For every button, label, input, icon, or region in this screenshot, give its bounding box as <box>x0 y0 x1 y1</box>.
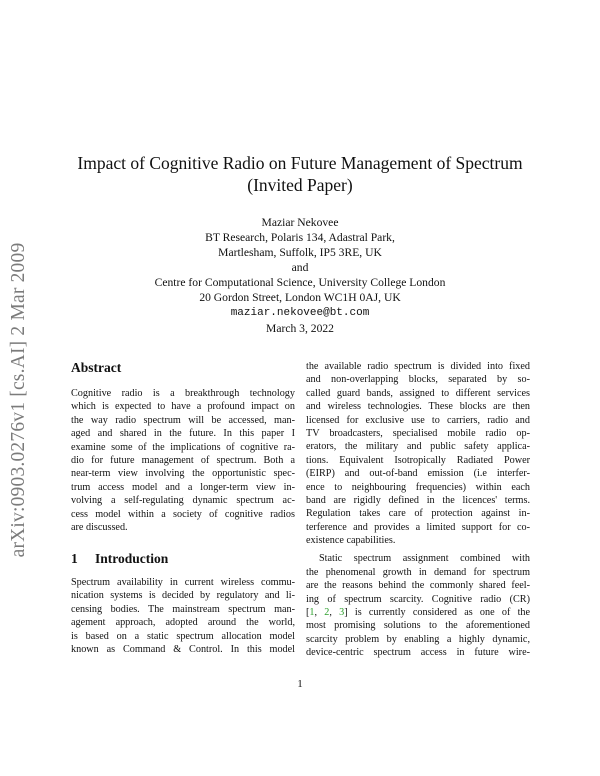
abstract-line: cess model within a society of cognitive radios <box>71 508 295 520</box>
citation-link-1[interactable]: 1 <box>309 607 315 619</box>
body-line: device-centric spectrum access in future wire- <box>306 647 530 659</box>
abstract-body <box>71 387 295 534</box>
arxiv-stamp-text: arXiv:0903.0276v1 [cs.AI] 2 Mar 2009 <box>8 242 29 558</box>
intro-line: is based on a static spectrum allocation model <box>71 630 295 642</box>
body-line: existence capabilities. <box>306 535 396 547</box>
body-line: most promising solutions to the aforementioned <box>306 620 530 632</box>
arxiv-stamp <box>4 215 34 585</box>
abstract-line: aged and shared in the future. In this paper I <box>71 428 295 440</box>
body-line: ing of spectrum scarcity. Cognitive radio (CR) <box>306 593 530 605</box>
bracket-open: [ <box>306 607 310 619</box>
abstract-line: trum access model and a longer-term view in- <box>71 481 295 493</box>
citation-line-rest: ] is currently considered as one of the <box>344 607 531 619</box>
section-number: 1 <box>71 551 78 566</box>
title-subtitle: (Invited Paper) <box>247 175 353 195</box>
affiliation-line: and <box>291 261 309 275</box>
affiliation-line: Centre for Computational Science, University College London <box>154 276 446 290</box>
body-line: Static spectrum assignment combined with <box>319 553 530 565</box>
body-line: tions. Equivalent Isotropically Radiated Power <box>306 454 530 466</box>
body-line: called guard bands, assigned to different services <box>306 387 530 399</box>
body-line: the phenomenal growth in demand for spectrum <box>306 566 530 578</box>
citation-link-2[interactable]: 2 <box>324 607 330 619</box>
author-email: maziar.nekovee@bt.com <box>230 306 370 319</box>
body-line: licensed for exclusive use to carriers, radio and <box>306 414 530 426</box>
body-line: are the reasons behind the commonly shared feel- <box>306 580 530 592</box>
body-line: erators, the military and public safety applica- <box>306 441 530 453</box>
abstract-line: the way radio spectrum will be accessed, man- <box>71 414 295 426</box>
title-line: Impact of Cognitive Radio on Future Management of Spectrum <box>77 153 523 173</box>
affiliation-line: Martlesham, Suffolk, IP5 3RE, UK <box>218 246 382 260</box>
abstract-line: examine some of the implications of cognitive ra- <box>71 441 295 453</box>
abstract-line: dio for future management of spectrum. Both a <box>71 454 295 466</box>
intro-line: known as Command & Control. In this model <box>71 643 295 655</box>
body-line: TV broadcasters, specialised mobile radio op- <box>306 427 530 439</box>
abstract-line: near-term view involving the opportunistic spec- <box>71 468 295 480</box>
affiliation-line: 20 Gordon Street, London WC1H 0AJ, UK <box>199 291 401 305</box>
affiliation-line: BT Research, Polaris 134, Adastral Park, <box>205 231 395 245</box>
introduction-body <box>71 576 295 656</box>
body-line: terference and provides a limited support for co- <box>306 521 530 533</box>
abstract-line: volving a self-regulating dynamic spectrum ac- <box>71 495 295 507</box>
body-line: Regulation takes care of protection against in- <box>306 508 530 520</box>
intro-line: Spectrum availability in current wireless commu- <box>71 577 295 588</box>
paper-date: March 3, 2022 <box>266 322 334 335</box>
body-line: and non-overlapping blocks, separated by so- <box>306 374 530 386</box>
section-title: Introduction <box>95 551 169 566</box>
body-line: the available radio spectrum is divided into fixed <box>306 361 530 372</box>
body-line: band are rigidly defined in the licences' terms. <box>306 494 530 506</box>
page-number: 1 <box>297 678 303 690</box>
body-line: and wireless technologies. These blocks are then <box>306 401 530 413</box>
abstract-line: Cognitive radio is a breakthrough technology <box>71 388 295 399</box>
author-block <box>60 215 540 321</box>
right-column <box>306 360 530 660</box>
citation-link-3[interactable]: 3 <box>339 607 345 619</box>
body-line: (EIRP) and out-of-band emission (i.e interfer- <box>306 468 530 480</box>
intro-line: agement approach, adopted around the world, <box>71 617 295 629</box>
citation-line: [1, 2, 3] is currently considered as one of the <box>306 607 531 619</box>
abstract-line: which is expected to have a profound impact on <box>71 401 295 413</box>
body-line: ence to neighbouring frequencies) within each <box>306 481 530 493</box>
abstract-heading: Abstract <box>71 360 122 375</box>
paper-title <box>60 152 540 196</box>
introduction-heading <box>71 551 168 567</box>
body-line: scarcity problem by enabling a highly dynamic, <box>306 633 530 645</box>
intro-line: censing bodies. The mainstream spectrum man- <box>71 603 295 615</box>
abstract-line: are discussed. <box>71 521 128 533</box>
intro-line: nication systems is decided by regulatory and li- <box>71 590 295 602</box>
author-name: Maziar Nekovee <box>261 216 339 229</box>
